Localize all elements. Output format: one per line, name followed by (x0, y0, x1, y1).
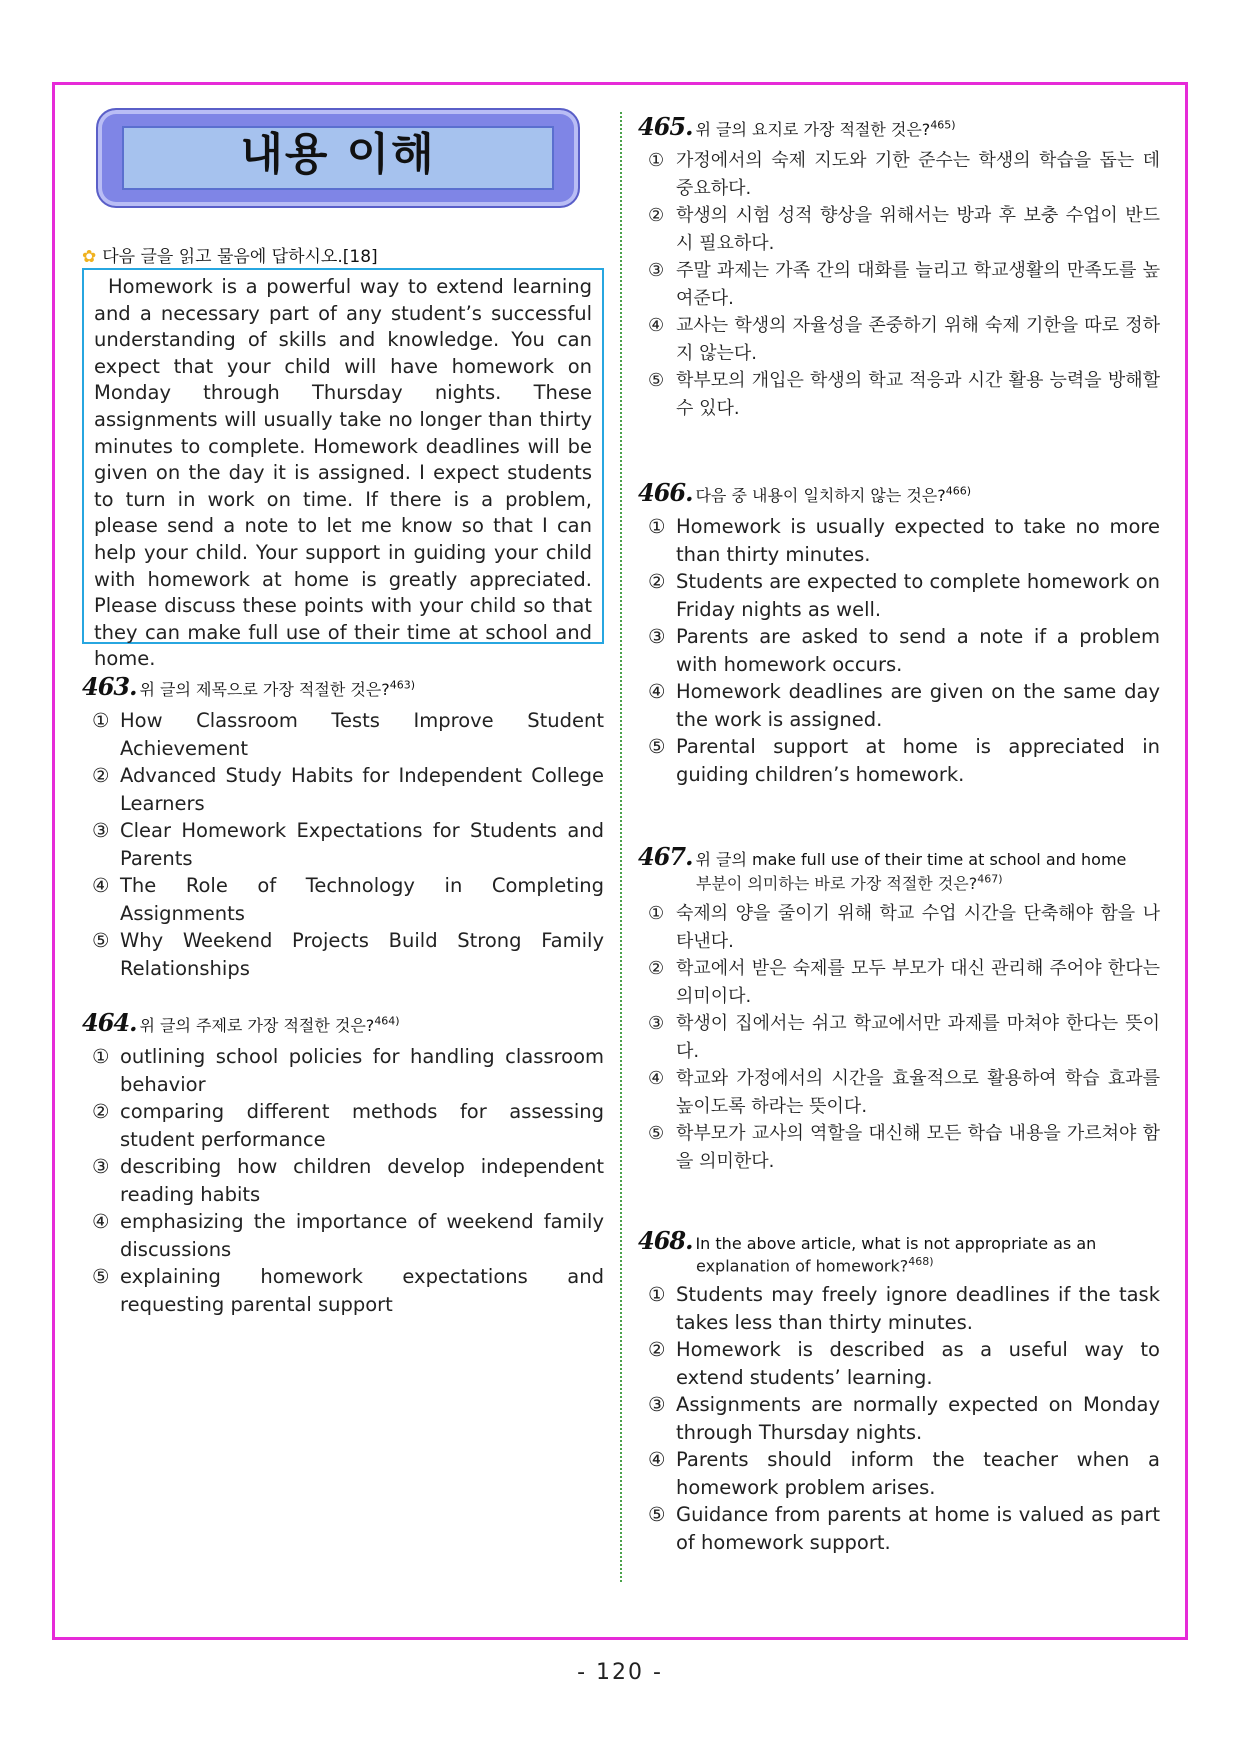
option-marker: ④ (648, 1448, 666, 1472)
option-marker: ③ (648, 625, 666, 648)
option-3[interactable] (638, 1391, 1160, 1446)
footnote-ref: 464) (374, 1014, 400, 1028)
question-464 (82, 1008, 604, 1318)
footnote-ref: 465) (930, 118, 956, 132)
option-1[interactable] (82, 1043, 604, 1098)
option-text: Clear Homework Expectations for Students and Parents (120, 819, 604, 870)
option-2[interactable] (638, 955, 1160, 1010)
option-text: 학생의 시험 성적 향상을 위해서는 방과 후 보충 수업이 반드시 필요하다. (676, 205, 1160, 254)
option-marker: ⑤ (648, 1503, 666, 1527)
option-text: 주말 과제는 가족 간의 대화를 늘리고 학교생활의 만족도를 높여준다. (676, 260, 1160, 309)
option-text: emphasizing the importance of weekend family discussions (120, 1210, 604, 1261)
option-text: Parents should inform the teacher when a homework problem arises. (676, 1448, 1160, 1499)
question-head (82, 672, 604, 701)
page-number: - 120 - (577, 1660, 663, 1685)
option-2[interactable] (638, 1336, 1160, 1391)
option-3[interactable] (82, 1153, 604, 1208)
option-3[interactable] (638, 257, 1160, 312)
option-text: Homework is described as a useful way to extend students’ learning. (676, 1338, 1160, 1389)
question-head (82, 1008, 604, 1037)
directive (82, 242, 378, 267)
question-prompt: 위 글의 제목으로 가장 적절한 것은? (139, 680, 390, 699)
question-prompt: 위 글의 make full use of their time at school and home (695, 850, 1127, 869)
question-prompt: 다음 중 내용이 일치하지 않는 것은? (695, 486, 946, 505)
option-5[interactable] (82, 927, 604, 982)
option-text: Homework is usually expected to take no more than thirty minutes. (676, 515, 1160, 566)
option-marker: ⑤ (648, 1123, 665, 1144)
question-head (638, 112, 1160, 141)
option-text: 학부모의 개입은 학생의 학교 적응과 시간 활용 능력을 방해할 수 있다. (676, 370, 1160, 419)
option-marker: ① (648, 1283, 666, 1307)
directive-text: 다음 글을 읽고 물음에 답하시오.[18] (102, 247, 378, 267)
option-marker: ③ (648, 260, 665, 281)
option-marker: ② (92, 1100, 110, 1123)
option-text: Parental support at home is appreciated in guiding children’s homework. (676, 735, 1160, 786)
option-text: 학교에서 받은 숙제를 모두 부모가 대신 관리해 주어야 한다는 의미이다. (676, 958, 1160, 1007)
option-5[interactable] (638, 733, 1160, 788)
option-marker: ① (92, 709, 110, 732)
question-465 (638, 112, 1160, 422)
option-marker: ③ (648, 1013, 665, 1034)
option-3[interactable] (638, 1010, 1160, 1065)
option-list (638, 900, 1160, 1175)
column-divider (620, 112, 622, 1582)
section-title-banner (96, 108, 580, 208)
question-prompt: 위 글의 주제로 가장 적절한 것은? (139, 1016, 375, 1035)
question-number: 467. (638, 842, 693, 871)
passage-box (82, 268, 604, 671)
option-marker: ② (92, 764, 110, 787)
option-text: Why Weekend Projects Build Strong Family Relationships (120, 929, 604, 980)
option-4[interactable] (82, 872, 604, 927)
option-5[interactable] (638, 367, 1160, 422)
option-marker: ① (648, 903, 665, 924)
option-marker: ⑤ (92, 929, 110, 952)
option-text: Assignments are normally expected on Monday through Thursday nights. (676, 1393, 1160, 1444)
option-marker: ① (92, 1045, 110, 1068)
question-head (638, 842, 1160, 871)
option-2[interactable] (638, 202, 1160, 257)
option-text: Students may freely ignore deadlines if the task takes less than thirty minutes. (676, 1283, 1160, 1334)
option-text: 학부모가 교사의 역할을 대신해 모든 학습 내용을 가르쳐야 함을 의미한다. (676, 1123, 1160, 1172)
option-2[interactable] (82, 762, 604, 817)
option-text: describing how children develop independent reading habits (120, 1155, 604, 1206)
flower-icon: ✿ (82, 247, 97, 267)
footnote-ref: 463) (389, 678, 416, 692)
option-marker: ④ (648, 315, 665, 336)
question-head (638, 478, 1160, 507)
question-prompt: In the above article, what is not appropriate as an (695, 1234, 1097, 1253)
question-prompt-cont (638, 871, 1160, 894)
option-marker: ④ (92, 1210, 110, 1233)
option-1[interactable] (638, 513, 1160, 568)
option-2[interactable] (82, 1098, 604, 1153)
option-4[interactable] (638, 312, 1160, 367)
question-463 (82, 672, 604, 982)
footnote-ref: 467) (977, 872, 1003, 886)
option-text: Guidance from parents at home is valued as part of homework support. (676, 1503, 1160, 1554)
question-468 (638, 1226, 1160, 1556)
option-text: 가정에서의 숙제 지도와 기한 준수는 학생의 학습을 돕는 데 중요하다. (676, 150, 1160, 199)
option-marker: ② (648, 1338, 666, 1362)
passage-text: Homework is a powerful way to extend learning and a necessary part of any student’s successful understanding of skills and knowledge. You can expect that your child will have homework on Monday through Thursday nights. These assignments will usually take no longer than thirty minutes to complete. Homework deadlines will be given on the day it is assigned. I expect students to turn in work on time. If there is a problem, please send a note to let me know so that I can help your child. Your support in guiding your child with homework at home is greatly appreciated. Please discuss these points with your child so that they can make full use of their time at school and home. (94, 275, 592, 671)
option-marker: ③ (648, 1393, 666, 1417)
option-text: The Role of Technology in Completing Assignments (120, 874, 604, 925)
option-marker: ③ (92, 1155, 110, 1178)
option-list (638, 513, 1160, 788)
option-text: comparing different methods for assessing student performance (120, 1100, 604, 1151)
question-head (638, 1226, 1160, 1255)
option-text: explaining homework expectations and requesting parental support (120, 1265, 604, 1316)
option-list (82, 1043, 604, 1318)
option-text: outlining school policies for handling classroom behavior (120, 1045, 604, 1096)
option-text: Homework deadlines are given on the same day the work is assigned. (676, 680, 1160, 731)
option-marker: ④ (648, 680, 666, 703)
option-text: 학생이 집에서는 쉬고 학교에서만 과제를 마쳐야 한다는 뜻이다. (676, 1013, 1160, 1062)
question-prompt-cont (638, 1255, 1160, 1275)
question-number: 466. (638, 478, 693, 507)
footnote-ref: 466) (945, 484, 972, 498)
option-marker: ③ (92, 819, 110, 842)
question-prompt: 위 글의 요지로 가장 적절한 것은? (695, 120, 931, 139)
question-number: 464. (82, 1008, 137, 1037)
option-5[interactable] (82, 1263, 604, 1318)
option-5[interactable] (638, 1501, 1160, 1556)
option-2[interactable] (638, 568, 1160, 623)
option-text: 숙제의 양을 줄이기 위해 학교 수업 시간을 단축해야 함을 나타낸다. (676, 903, 1160, 952)
option-text: How Classroom Tests Improve Student Achievement (120, 709, 604, 760)
option-list (638, 1281, 1160, 1556)
question-number: 465. (638, 112, 693, 141)
option-5[interactable] (638, 1120, 1160, 1175)
option-3[interactable] (82, 817, 604, 872)
section-title: 내용 이해 (240, 129, 436, 180)
question-467 (638, 842, 1160, 1175)
option-text: Advanced Study Habits for Independent College Learners (120, 764, 604, 815)
option-1[interactable] (638, 900, 1160, 955)
question-prompt-line2: explanation of homework? (696, 1256, 909, 1276)
option-marker: ② (648, 205, 665, 226)
option-marker: ① (648, 515, 666, 538)
option-1[interactable] (638, 147, 1160, 202)
option-1[interactable] (638, 1281, 1160, 1336)
option-marker: ④ (92, 874, 110, 897)
footnote-ref: 468) (908, 1255, 934, 1268)
option-list (82, 707, 604, 982)
option-3[interactable] (638, 623, 1160, 678)
question-number: 468. (638, 1226, 693, 1255)
option-text: Parents are asked to send a note if a problem with homework occurs. (676, 625, 1160, 676)
option-4[interactable] (82, 1208, 604, 1263)
option-1[interactable] (82, 707, 604, 762)
question-number: 463. (82, 672, 137, 701)
option-text: Students are expected to complete homework on Friday nights as well. (676, 570, 1160, 621)
question-prompt-line2: 부분이 의미하는 바로 가장 적절한 것은? (696, 874, 978, 893)
option-4[interactable] (638, 678, 1160, 733)
option-marker: ① (648, 150, 665, 171)
option-marker: ⑤ (648, 370, 665, 391)
option-marker: ⑤ (92, 1265, 110, 1288)
question-466 (638, 478, 1160, 788)
option-text: 학교와 가정에서의 시간을 효율적으로 활용하여 학습 효과를 높이도록 하라는 뜻이다. (676, 1068, 1160, 1117)
option-4[interactable] (638, 1446, 1160, 1501)
option-marker: ② (648, 570, 666, 593)
option-marker: ② (648, 958, 665, 979)
option-marker: ④ (648, 1068, 665, 1089)
option-marker: ⑤ (648, 735, 666, 758)
option-text: 교사는 학생의 자율성을 존중하기 위해 숙제 기한을 따로 정하지 않는다. (676, 315, 1160, 364)
option-list (638, 147, 1160, 422)
option-4[interactable] (638, 1065, 1160, 1120)
